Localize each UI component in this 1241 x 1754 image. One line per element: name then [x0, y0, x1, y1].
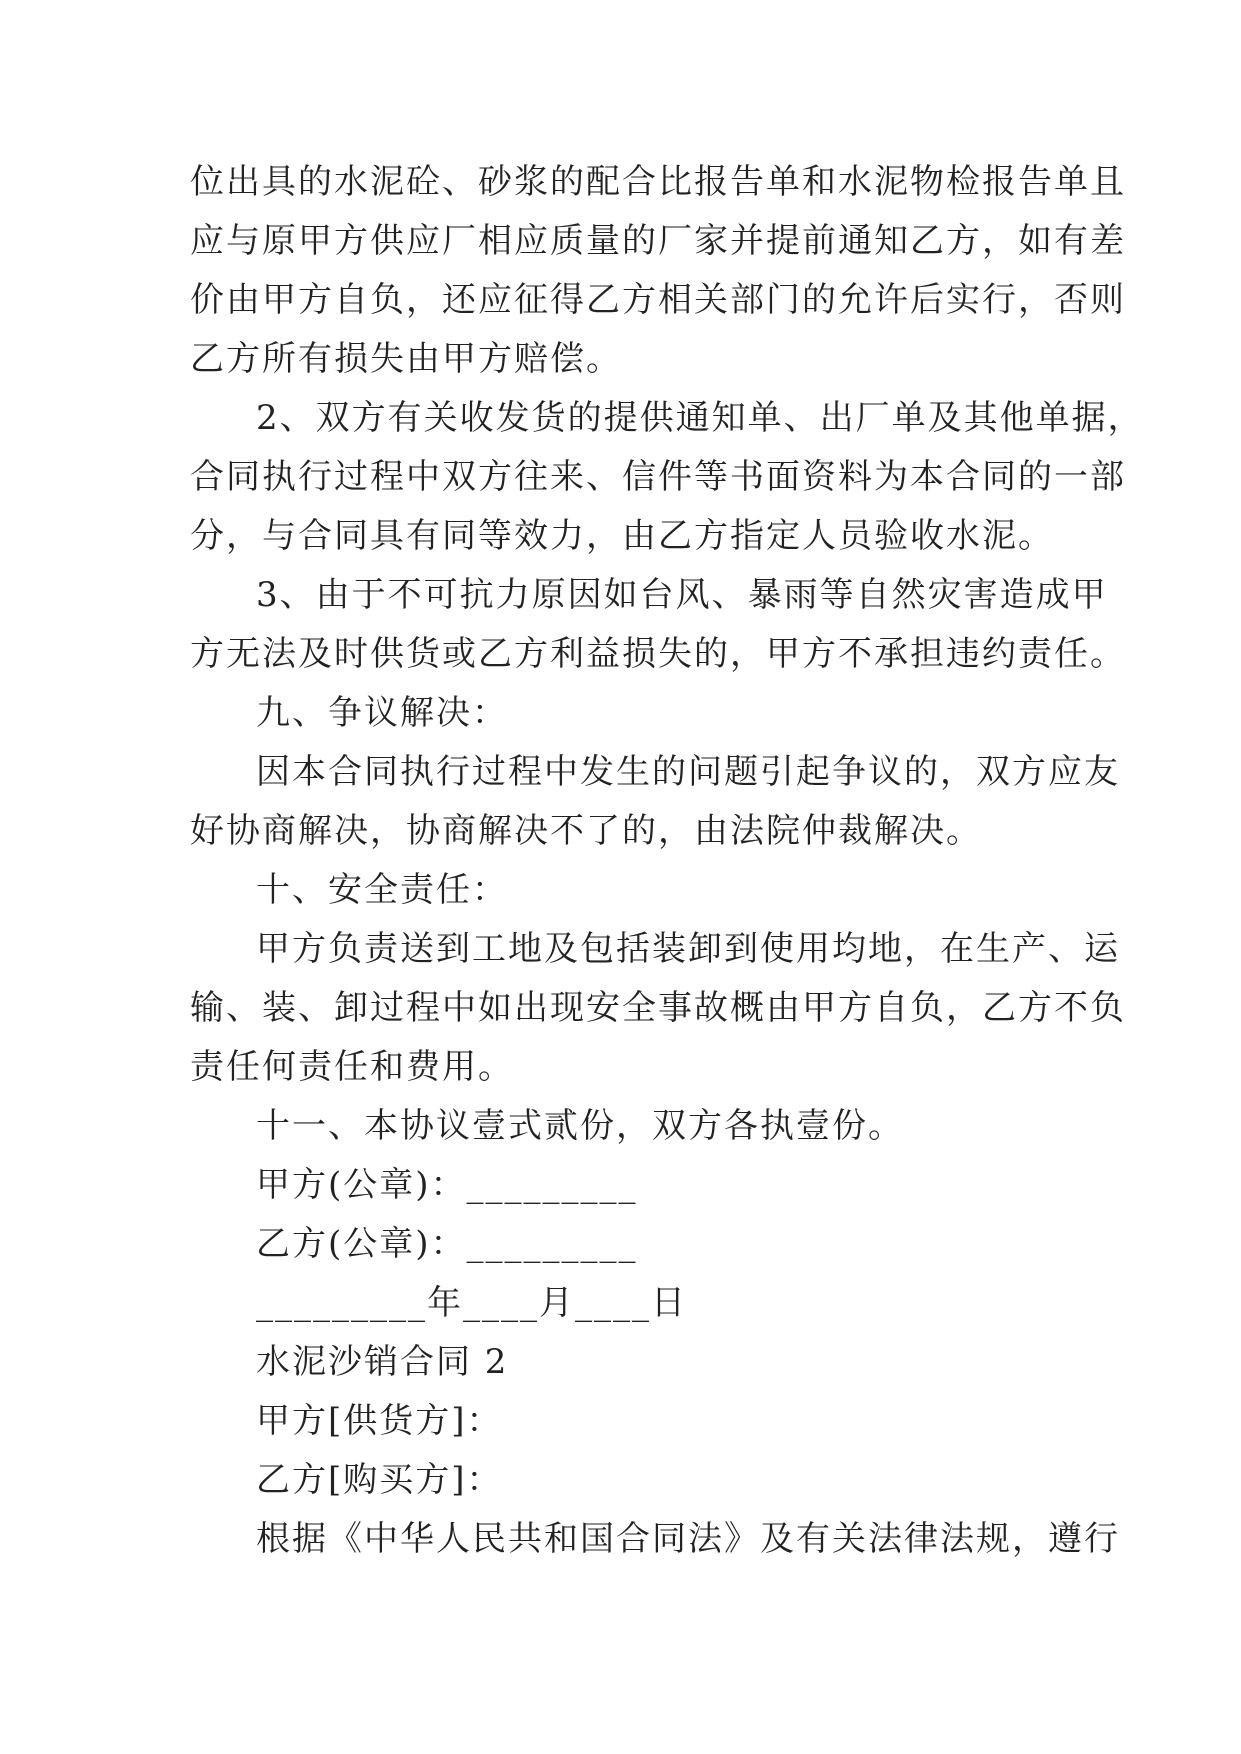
clause-3-line: 3、由于不可抗力原因如台风、暴雨等自然灾害造成甲	[256, 575, 1108, 615]
clause-2-line: 2、双方有关收发货的提供通知单、出厂单及其他单据，	[256, 398, 1144, 438]
body-text-line: 应与原甲方供应厂相应质量的厂家并提前通知乙方，如有差	[190, 221, 1126, 261]
body-text-line: 甲方负责送到工地及包括装卸到使用均地，在生产、运	[256, 929, 1120, 969]
body-text-line: 方无法及时供货或乙方利益损失的，甲方不承担违约责任。	[190, 634, 1126, 674]
party-b-label: 乙方[购买方]：	[256, 1460, 503, 1500]
date-line: _________年____月____日	[256, 1283, 687, 1323]
body-text-line: 责任何责任和费用。	[190, 1047, 514, 1087]
body-text-line: 乙方所有损失由甲方赔偿。	[190, 339, 622, 379]
section-heading-copies: 十一、本协议壹式贰份，双方各执壹份。	[256, 1106, 904, 1146]
body-text-line: 分，与合同具有同等效力，由乙方指定人员验收水泥。	[190, 516, 1054, 556]
party-a-seal-line: 甲方(公章)：_________	[256, 1165, 638, 1205]
party-a-label: 甲方[供货方]：	[256, 1401, 503, 1441]
body-text-line: 输、装、卸过程中如出现安全事故概由甲方自负，乙方不负	[190, 988, 1126, 1028]
party-b-seal-line: 乙方(公章)：_________	[256, 1224, 638, 1264]
body-text-line: 价由甲方自负，还应征得乙方相关部门的允许后实行，否则	[190, 280, 1126, 320]
body-text-line: 好协商解决，协商解决不了的，由法院仲裁解决。	[190, 811, 982, 851]
body-text-line: 合同执行过程中双方往来、信件等书面资料为本合同的一部	[190, 457, 1126, 497]
body-text-line: 根据《中华人民共和国合同法》及有关法律法规，遵行	[256, 1519, 1120, 1559]
section-heading-safety: 十、安全责任：	[256, 870, 508, 910]
section-heading-dispute: 九、争议解决：	[256, 693, 508, 733]
body-text-line: 位出具的水泥砼、砂浆的配合比报告单和水泥物检报告单且	[190, 162, 1126, 202]
contract-title: 水泥沙销合同 2	[256, 1342, 509, 1382]
body-text-line: 因本合同执行过程中发生的问题引起争议的，双方应友	[256, 752, 1120, 792]
